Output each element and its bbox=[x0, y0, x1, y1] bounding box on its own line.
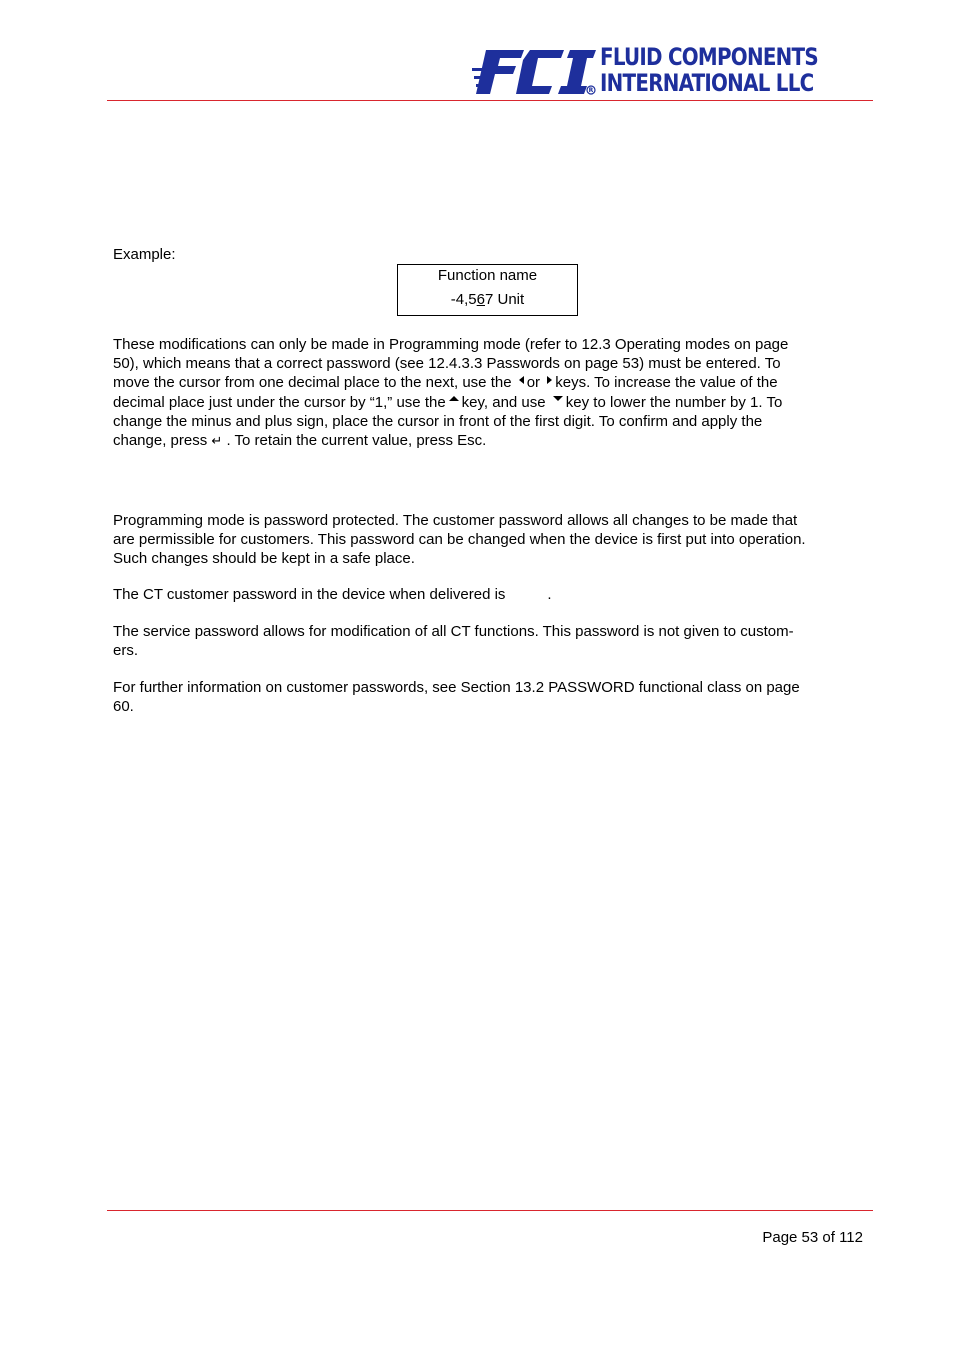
example-label: Example: bbox=[113, 246, 176, 263]
company-logo bbox=[472, 44, 867, 98]
page-number: Page 53 of 112 bbox=[762, 1229, 863, 1246]
display-example-box bbox=[397, 264, 578, 316]
header-rule bbox=[107, 100, 873, 101]
logo-wordmark bbox=[600, 44, 846, 96]
logo-line-2: INTERNATIONAL LLC bbox=[600, 69, 814, 97]
ct-password-paragraph: The CT customer password in the device when delivered is . bbox=[113, 586, 552, 603]
further-info-paragraph: For further information on customer passwords, see Section 13.2 PASSWORD functional class on page 60. bbox=[113, 679, 800, 716]
down-arrow-key-icon bbox=[553, 396, 563, 401]
display-value: -4,567 Unit bbox=[450, 291, 525, 308]
footer-rule bbox=[107, 1210, 873, 1211]
up-arrow-key-icon bbox=[449, 396, 459, 401]
password-paragraph: Programming mode is password protected. The customer password allows all changes to be made that are permissible for customers. This password can be changed when the device is first put into operation. Such changes should be kept in a safe place. bbox=[113, 512, 806, 568]
left-arrow-key-icon bbox=[519, 376, 524, 384]
cursor-digit: 6 bbox=[476, 291, 485, 308]
modification-paragraph: These modifications can only be made in Programming mode (refer to 12.3 Operating modes on page 50), which means that a correct password (see 12.4.3.3 Passwords on page 53) must be entered. To move the cursor from one decimal place to the next, use the or keys. To increase the value of the decimal place just under the cursor by “1,” use the key, and use key to lower the number by 1. To change the minus and plus sign, place the cursor in front of the first digit. To confirm and apply the change, press ↵ . To retain the current value, press Esc. bbox=[113, 336, 789, 449]
fci-logo-mark-icon bbox=[472, 46, 600, 98]
display-function-name: Function name bbox=[437, 267, 538, 284]
svg-text:R: R bbox=[588, 87, 594, 95]
logo-line-1: FLUID COMPONENTS bbox=[600, 43, 818, 71]
service-password-paragraph: The service password allows for modification of all CT functions. This password is not given to custom- ers. bbox=[113, 623, 794, 660]
right-arrow-key-icon bbox=[547, 376, 552, 384]
enter-key-icon: ↵ bbox=[211, 433, 223, 449]
